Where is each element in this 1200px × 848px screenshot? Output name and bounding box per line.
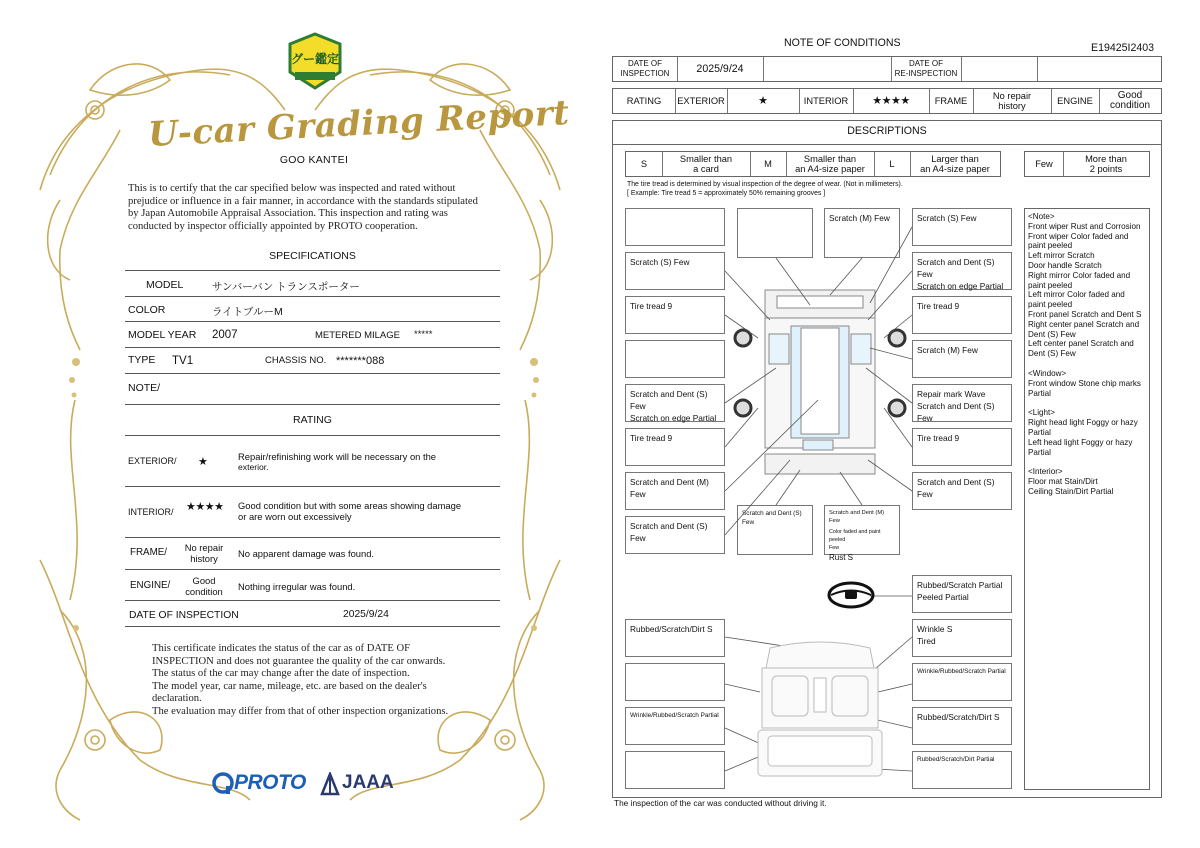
engine-rating bbox=[176, 575, 232, 597]
exterior-rating: ★ bbox=[198, 456, 208, 468]
damage-text: Tire tread 9 bbox=[630, 301, 673, 311]
disclaimer-line: This certificate indicates the status of the car as of DATE OF bbox=[152, 643, 410, 654]
damage-text: Scratch and Dent (S) Few bbox=[630, 521, 708, 543]
brand-name: GOO KANTEI bbox=[279, 154, 349, 166]
damage-text: Rubbed/Scratch Partial bbox=[917, 580, 1003, 590]
rating-heading: RATING bbox=[293, 414, 332, 426]
certification-statement bbox=[128, 183, 508, 233]
intro-line: conducted by inspector officially appointed by PROTO cooperation. bbox=[128, 220, 418, 232]
steering-wheel-icon bbox=[826, 578, 876, 612]
divider bbox=[125, 404, 500, 405]
jaaa-logo-text: JAAA bbox=[342, 772, 394, 793]
damage-text: Scratch (S) Few bbox=[630, 257, 690, 267]
damage-text: Rubbed/Scratch/Dirt S bbox=[917, 712, 1000, 722]
date-of-inspection-value: 2025/9/24 bbox=[696, 63, 744, 75]
divider bbox=[125, 569, 500, 570]
intro-line: by Japan Automobile Appraisal Association. This inspection and rating was bbox=[128, 208, 448, 219]
damage-text: Wrinkle S bbox=[917, 624, 953, 634]
proto-logo bbox=[212, 770, 316, 798]
date-of-inspection-value: 2025/9/24 bbox=[343, 609, 389, 620]
note-line: Partial bbox=[1028, 427, 1051, 437]
interior-label: INTERIOR/ bbox=[128, 507, 174, 517]
damage-text: Few bbox=[829, 545, 840, 551]
interior-box-left bbox=[625, 707, 725, 745]
note-line: Door handle Scratch bbox=[1028, 260, 1102, 270]
interior-box-left bbox=[625, 663, 725, 701]
note-line: Front window Stone chip marks bbox=[1028, 378, 1141, 388]
intro-line: This is to certify that the car specified below was inspected and rated without bbox=[128, 183, 456, 194]
rating-line: Good bbox=[192, 575, 216, 586]
divider bbox=[125, 270, 500, 271]
interior-description bbox=[238, 500, 461, 522]
interior-label: INTERIOR bbox=[803, 96, 849, 106]
tread-note-line: The tire tread is determined by visual inspection of the degree of wear. (Not in millimeters). bbox=[627, 181, 903, 188]
legend-line: More than bbox=[1085, 154, 1127, 164]
legend-few: Few bbox=[1035, 159, 1053, 169]
type-value: TV1 bbox=[172, 355, 194, 367]
damage-text: Tire tread 9 bbox=[917, 433, 960, 443]
note-line: paint peeled bbox=[1028, 241, 1073, 251]
damage-text: Scratch and Dent (S) Few bbox=[917, 257, 995, 279]
specifications-heading: SPECIFICATIONS bbox=[269, 250, 356, 262]
note-line: <Window> bbox=[1028, 368, 1067, 378]
rating-line: Good bbox=[1117, 90, 1143, 101]
note-line: Left center panel Scratch and bbox=[1028, 339, 1134, 349]
model-value: サンバーバン トランスポーター bbox=[212, 281, 360, 293]
note-line bbox=[1028, 359, 1146, 369]
damage-text: Wrinkle/Rubbed/Scratch Partial bbox=[917, 668, 1006, 675]
interior-rating: ★★★★ bbox=[872, 95, 910, 107]
interior-box-right bbox=[912, 575, 1012, 613]
interior-box-left bbox=[625, 751, 725, 789]
disclaimer-line: INSPECTION and does not guarantee the quality of the car onwards. bbox=[152, 655, 446, 667]
note-line: <Note> bbox=[1028, 212, 1055, 221]
divider bbox=[125, 486, 500, 487]
frame-rating bbox=[176, 542, 232, 564]
note-line: Dent (S) Few bbox=[1028, 329, 1076, 339]
note-line bbox=[1028, 398, 1146, 408]
disclaimer-line: The status of the car may change after the date of inspection. bbox=[152, 668, 410, 679]
reference-number: E19425I2403 bbox=[1091, 42, 1155, 54]
note-line: Right center panel Scratch and bbox=[1028, 319, 1140, 329]
legend-line: a card bbox=[693, 164, 719, 174]
sheet-title: NOTE OF CONDITIONS bbox=[784, 37, 901, 49]
label-line: INSPECTION bbox=[620, 69, 670, 78]
damage-text: Tired bbox=[917, 636, 936, 646]
disclaimer-line: The evaluation may differ from that of other inspection organizations. bbox=[152, 705, 449, 717]
footer-note: The inspection of the car was conducted without driving it. bbox=[614, 798, 827, 808]
damage-text: Scratch on edge Partial bbox=[630, 413, 717, 423]
rating-line: condition bbox=[185, 586, 223, 597]
label-line: DATE OF bbox=[627, 59, 663, 68]
damage-text: Scratch on edge Partial bbox=[917, 281, 1004, 291]
legend-l: L bbox=[889, 159, 895, 169]
color-label: COLOR bbox=[128, 304, 166, 316]
damage-text: Scratch and Dent (M) Few bbox=[630, 477, 709, 499]
disclaimer-line: declaration. bbox=[152, 693, 202, 704]
damage-text: Rubbed/Scratch/Dirt Partial bbox=[917, 756, 995, 763]
rating-line: condition bbox=[1109, 100, 1151, 111]
legend-line: an A4-size paper bbox=[920, 164, 990, 174]
legend-m: M bbox=[764, 159, 772, 169]
note-of-conditions-sheet bbox=[600, 0, 1200, 848]
frame-description: No apparent damage was found. bbox=[238, 548, 375, 559]
metered-milage-label: METERED MILAGE bbox=[315, 330, 400, 341]
damage-text: Rubbed/Scratch/Dirt S bbox=[630, 624, 713, 634]
note-line: Right head light Foggy or hazy bbox=[1028, 418, 1138, 428]
exterior-description bbox=[238, 451, 436, 473]
note-line: Dent (S) Few bbox=[1028, 349, 1076, 359]
frame-label: FRAME/ bbox=[130, 547, 168, 558]
engine-label: ENGINE/ bbox=[130, 580, 171, 591]
divider bbox=[125, 321, 500, 322]
chassis-value: *******088 bbox=[336, 355, 385, 367]
jaaa-logo bbox=[320, 770, 400, 798]
interior-box-right bbox=[912, 751, 1012, 789]
note-line: Left head light Foggy or hazy bbox=[1028, 437, 1133, 447]
damage-text: Tire tread 9 bbox=[917, 301, 960, 311]
legend-line: Smaller than bbox=[679, 154, 733, 164]
divider bbox=[125, 373, 500, 374]
note-line: Partial bbox=[1028, 388, 1051, 398]
rating-line: history bbox=[998, 101, 1026, 111]
interior-box-right bbox=[912, 619, 1012, 657]
notes-panel bbox=[1024, 208, 1150, 790]
legend-line: Larger than bbox=[931, 154, 979, 164]
descriptions-heading: DESCRIPTIONS bbox=[847, 125, 927, 137]
note-line bbox=[1028, 457, 1146, 467]
rating-label: RATING bbox=[626, 96, 662, 106]
note-line: Front wiper Color faded and bbox=[1028, 231, 1129, 241]
note-line: <Interior> bbox=[1028, 467, 1063, 477]
divider bbox=[125, 600, 500, 601]
engine-description: Nothing irregular was found. bbox=[238, 581, 356, 592]
report-title: U-car Grading Report bbox=[147, 92, 571, 156]
date-of-inspection-label: DATE OF INSPECTION bbox=[129, 610, 239, 621]
label-line: RE-INSPECTION bbox=[894, 69, 958, 78]
note-line: Left mirror Scratch bbox=[1028, 251, 1095, 261]
damage-text: Scratch and Dent (S) Few bbox=[742, 510, 802, 526]
divider bbox=[125, 296, 500, 297]
legend-line: an A4-size paper bbox=[795, 164, 865, 174]
divider bbox=[125, 435, 500, 436]
disclaimer-line: The model year, car name, mileage, etc. are based on the dealer's bbox=[152, 680, 427, 692]
badge-text: グー鑑定 bbox=[290, 52, 339, 66]
damage-text: Scratch and Dent (S) Few bbox=[630, 389, 708, 411]
rating-line: No repair bbox=[992, 91, 1032, 101]
note-line: Right mirror Color faded and bbox=[1028, 270, 1131, 280]
interior-box-right bbox=[912, 663, 1012, 701]
damage-text: Scratch (M) Few bbox=[917, 345, 978, 355]
interior-box-left bbox=[625, 619, 725, 657]
description-line: or are worn out excessively bbox=[238, 511, 352, 522]
exterior-label: EXTERIOR bbox=[677, 96, 725, 106]
rating-line: history bbox=[190, 553, 218, 564]
description-line: exterior. bbox=[238, 462, 269, 472]
rating-line: No repair bbox=[184, 542, 224, 553]
goo-kantei-badge bbox=[286, 32, 344, 90]
legend-line: 2 points bbox=[1089, 164, 1123, 174]
damage-text: Scratch and Dent (M) Few bbox=[829, 510, 885, 524]
description-line: Repair/refinishing work will be necessary on the bbox=[238, 451, 437, 462]
intro-line: prejudice or influence in a fair manner, in accordance with the standards stipulated bbox=[128, 195, 478, 207]
legend-s: S bbox=[640, 159, 648, 169]
model-year-value: 2007 bbox=[212, 329, 238, 341]
model-year-label: MODEL YEAR bbox=[128, 329, 197, 341]
interior-rating: ★★★★ bbox=[186, 501, 224, 513]
note-line: Partial bbox=[1028, 447, 1051, 457]
interior-box-right bbox=[912, 707, 1012, 745]
divider bbox=[125, 626, 500, 627]
divider bbox=[125, 537, 500, 538]
frame-label: FRAME bbox=[934, 96, 968, 106]
note-label: NOTE/ bbox=[128, 382, 161, 394]
damage-text: Scratch (S) Few bbox=[917, 213, 977, 223]
note-line: Left mirror Color faded and bbox=[1028, 290, 1125, 300]
exterior-rating: ★ bbox=[758, 95, 768, 107]
damage-text: Peeled Partial bbox=[917, 592, 969, 602]
note-line: <Light> bbox=[1028, 408, 1056, 418]
model-label: MODEL bbox=[146, 279, 184, 291]
divider bbox=[125, 347, 500, 348]
metered-milage-value: ***** bbox=[414, 329, 433, 340]
damage-text: Color faded and paint peeled bbox=[829, 529, 881, 543]
note-line: paint peeled bbox=[1028, 300, 1073, 310]
color-value: ライトブルーM bbox=[212, 306, 283, 318]
note-line: Ceiling Stain/Dirt Partial bbox=[1028, 486, 1114, 496]
label-line: DATE OF bbox=[908, 59, 944, 68]
description-line: Good condition but with some areas showing damage bbox=[238, 500, 462, 511]
note-line: Front wiper Rust and Corrosion bbox=[1028, 221, 1141, 231]
tread-note-line: [ Example: Tire tread 5 = approximately 50% remaining grooves ] bbox=[627, 190, 826, 197]
damage-text: Scratch and Dent (S) Few bbox=[917, 401, 995, 423]
engine-label: ENGINE bbox=[1057, 96, 1093, 106]
damage-text: Scratch and Dent (S) Few bbox=[917, 477, 995, 499]
damage-text: Repair mark Wave bbox=[917, 389, 986, 399]
type-label: TYPE bbox=[128, 354, 156, 366]
chassis-label: CHASSIS NO. bbox=[265, 355, 327, 366]
disclaimer bbox=[152, 643, 482, 718]
legend-line: Smaller than bbox=[803, 154, 857, 164]
damage-text: Scratch (M) Few bbox=[829, 213, 890, 223]
damage-text: Wrinkle/Rubbed/Scratch Partial bbox=[630, 712, 719, 719]
proto-logo-text: PROTO bbox=[234, 771, 306, 794]
car-interior-diagram bbox=[750, 638, 890, 778]
damage-text: Tire tread 9 bbox=[630, 433, 673, 443]
damage-text: Rust S bbox=[829, 553, 854, 562]
note-line: Floor mat Stain/Dirt bbox=[1028, 477, 1098, 487]
exterior-label: EXTERIOR/ bbox=[128, 456, 177, 466]
note-line: paint peeled bbox=[1028, 280, 1073, 290]
note-line: Front panel Scratch and Dent S bbox=[1028, 309, 1142, 319]
